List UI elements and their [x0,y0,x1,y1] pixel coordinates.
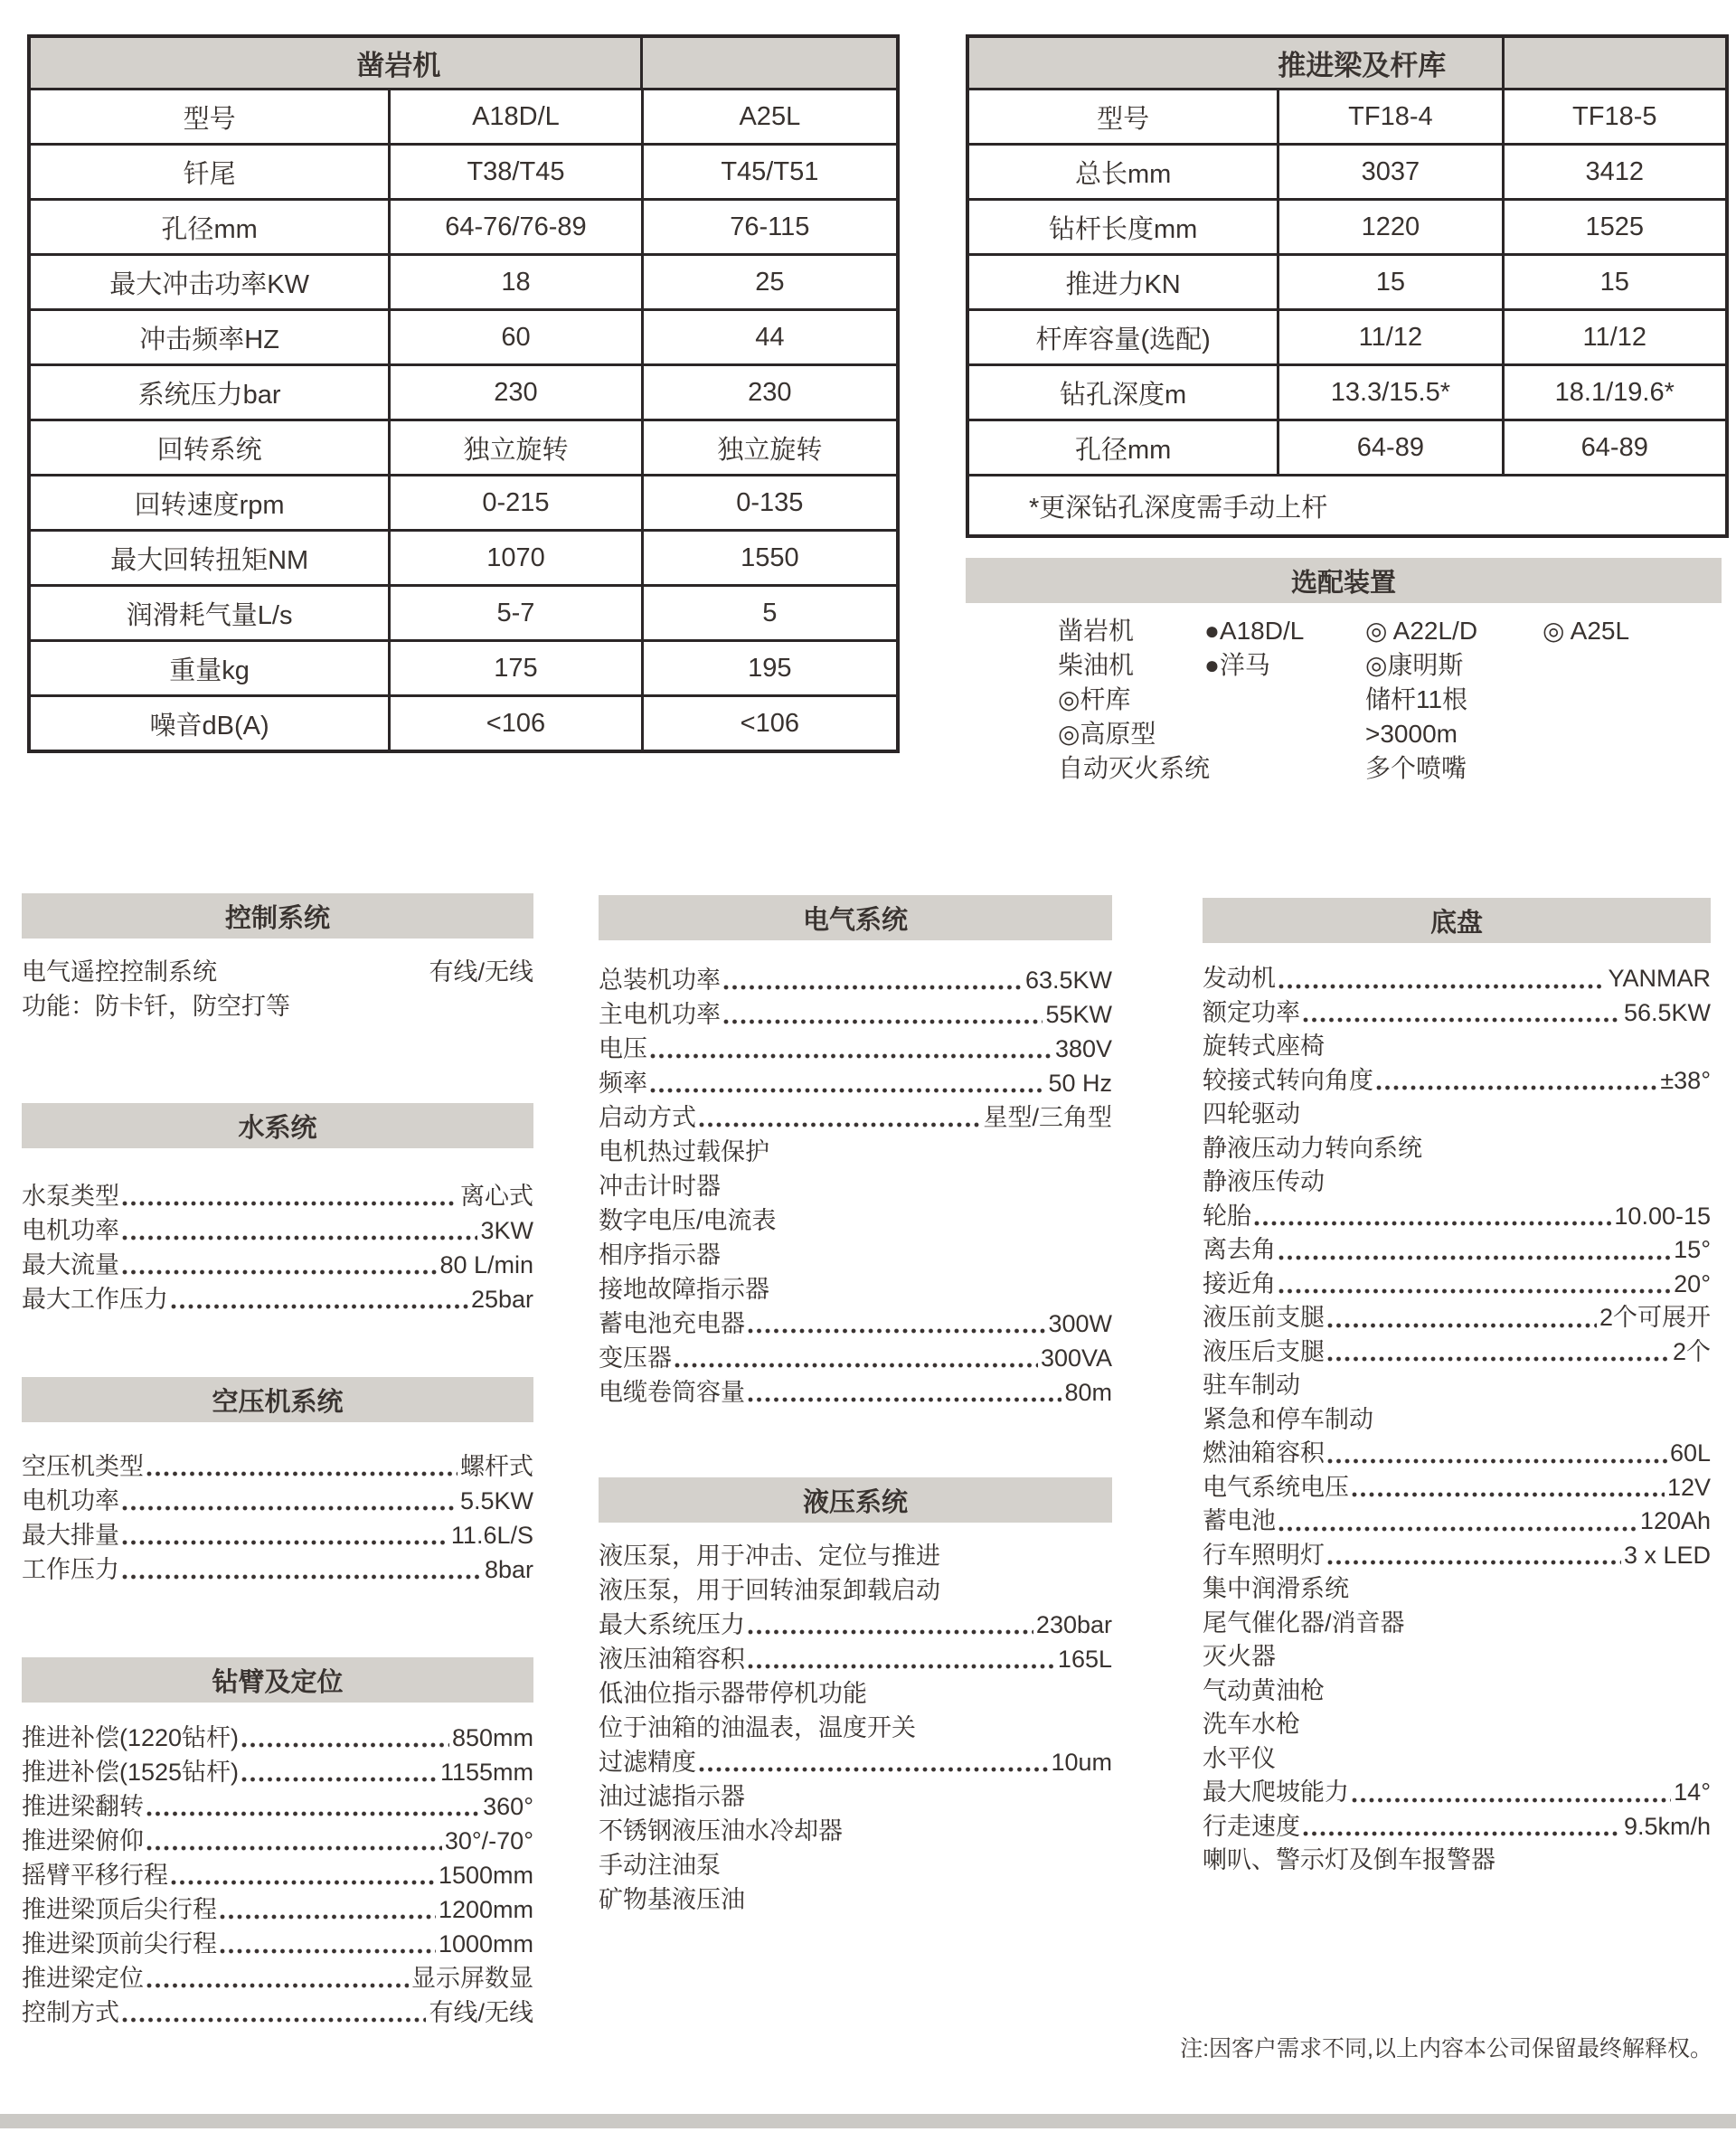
spec-item: 不锈钢液压油水冷却器 [599,1814,1112,1848]
spec-value-cell-a25l: 44 [641,311,896,363]
spec-value-cell-tf18-5: TF18-5 [1502,90,1725,143]
spec-item: 油过滤指示器 [599,1779,1112,1814]
spec-item: 轮胎 10.00-15 [1203,1202,1711,1230]
section-header-boom [22,1657,533,1703]
spec-item: 最大工作压力 25bar [22,1286,533,1313]
compressor-items [22,1422,533,1587]
compressor-system-section [22,1377,533,1587]
spec-value-cell-a18dl: 5-7 [388,587,640,639]
dotted-leader [293,1011,531,1016]
spec-value-cell-tf18-5: 64-89 [1502,421,1725,474]
boom-items [22,1703,533,2030]
dotted-leader [1303,1017,1621,1023]
spec-item: 最大排量 11.6L/S [22,1522,533,1549]
spec-item: 推进梁顶前尖行程 1000mm [22,1930,533,1957]
option-cell: ●A18D/L [1204,617,1305,645]
option-cell [1543,683,1722,717]
section-title: 钻臂及定位 [212,1667,344,1697]
water-items [22,1148,533,1316]
spec-item: 最大系统压力 230bar [599,1611,1112,1638]
dotted-leader [122,1235,477,1241]
section-title: 电气系统 [802,905,908,935]
dotted-leader [1278,1255,1671,1260]
dotted-leader [723,1191,1109,1196]
dotted-leader [1327,1323,1597,1328]
dotted-leader [122,1540,448,1545]
spec-value-cell-a18dl: A18D/L [388,90,640,143]
dotted-leader [1327,1052,1708,1057]
spec-item: 水平仪 [1203,1742,1711,1777]
spec-item: 总装机功率 63.5KW [599,967,1112,994]
disclaimer-note: 注:因客户需求不同,以上内容本公司保留最终解释权。 [1180,2036,1712,2061]
dotted-leader [1352,1492,1665,1497]
spec-item: 推进补偿(1525钻杆) 1155mm [22,1759,533,1786]
spec-value-cell-a18dl: 1070 [388,532,640,584]
section-header-hydraulic [599,1477,1112,1523]
dotted-leader [220,1948,436,1954]
spec-label-cell: 最大回转扭矩NM [110,545,309,575]
spec-item: 水泵类型 离心式 [22,1183,533,1210]
section-title: 底盘 [1429,908,1483,938]
dotted-leader [779,1225,1109,1231]
boom-positioning-section [22,1657,533,2030]
dotted-leader [1303,1831,1621,1836]
dotted-leader [1278,1526,1637,1532]
spec-label-cell: 最大冲击功率KW [109,269,309,299]
option-cell: ◎ A22L/D [1365,617,1478,645]
option-cell: ●洋马 [1204,651,1270,679]
dotted-leader [1278,1288,1671,1294]
spec-value-cell-a25l: 0-135 [641,476,896,529]
table-row [31,88,896,143]
dotted-leader [241,1742,449,1748]
optional-equipment-row [1058,717,1722,751]
spec-item: 灭火器 [1203,1640,1711,1674]
dotted-leader [1327,1560,1621,1565]
section-header-compressor [22,1377,533,1422]
table-footnote-row [969,474,1725,534]
spec-item: 矿物基液压油 [599,1882,1112,1917]
hydraulic-items [599,1523,1112,1917]
spec-value-cell-a25l: T45/T51 [641,146,896,198]
dotted-leader [1327,1356,1670,1362]
spec-value-cell-tf18-5: 15 [1502,256,1725,308]
spec-value-cell-a18dl: <106 [388,697,640,750]
dotted-leader [748,1629,1033,1635]
spec-value-cell-a25l: 76-115 [641,201,896,253]
table-row [969,198,1725,253]
dotted-leader [943,1561,1109,1566]
spec-item: 液压泵，用于冲击、定位与推进 [599,1539,1112,1573]
spec-item: 洗车水枪 [1203,1708,1711,1742]
spec-value-cell-a18dl: 230 [388,366,640,419]
spec-item: 发动机 YANMAR [1203,965,1711,992]
section-title: 水系统 [238,1113,317,1143]
spec-item: 低油位指示器带停机功能 [599,1676,1112,1711]
table-row [969,363,1725,419]
table-row [31,584,896,639]
spec-value-cell-tf18-4: 3037 [1277,146,1501,198]
dotted-leader [1278,984,1605,989]
spec-value-cell-tf18-5: 11/12 [1502,311,1725,363]
optional-equipment-row [1058,614,1722,648]
spec-item: 功能：防卡钎，防空打等 [22,989,533,1024]
spec-value-cell-a18dl: 60 [388,311,640,363]
spec-item: 集中润滑系统 [1203,1572,1711,1607]
spec-item: 数字电压/电流表 [599,1203,1112,1238]
table-title: 推进梁及杆库 [1278,50,1447,81]
spec-item: 冲击计时器 [599,1169,1112,1203]
section-header-chassis [1203,898,1711,943]
spec-item: 喇叭、警示灯及倒车报警器 [1203,1844,1711,1878]
option-cell [1543,751,1722,786]
dotted-leader [122,1269,437,1275]
dotted-leader [699,1767,1048,1772]
spec-value-cell-a25l: 195 [641,642,896,694]
dotted-leader [748,1801,1109,1807]
dotted-leader [1327,1458,1667,1464]
spec-label-cell: 回转速度rpm [134,490,285,520]
dotted-leader [1327,1695,1708,1701]
spec-label-cell: 回转系统 [156,435,262,465]
spec-item: 行车照明灯 3 x LED [1203,1541,1711,1569]
table-title: 凿岩机 [356,50,441,81]
option-label: 自动灭火系统 [1058,754,1211,782]
table-row [31,143,896,198]
dotted-leader [1352,1797,1671,1803]
spec-item: 燃油箱容积 60L [1203,1439,1711,1467]
option-cell [1204,683,1365,717]
spec-item: 推进梁俯仰 30°/-70° [22,1827,533,1854]
dotted-leader [220,1914,436,1920]
spec-label-cell: 推进力KN [1065,269,1181,299]
spec-item: 接近角 20° [1203,1269,1711,1297]
spec-item: 电机功率 3KW [22,1217,533,1244]
spec-item: 电压 380V [599,1035,1112,1062]
dotted-leader [1376,1085,1657,1090]
dotted-leader [1303,1730,1708,1735]
spec-item: 变压器 300VA [599,1344,1112,1372]
spec-label-cell: 钻杆长度mm [1048,214,1198,244]
chassis-items [1203,943,1711,1878]
spec-value-cell-a25l: 5 [641,587,896,639]
spec-item: 主电机功率 55KW [599,1001,1112,1028]
table-row [969,419,1725,474]
empty-header-cell [1502,38,1725,88]
spec-item: 频率 50 Hz [599,1070,1112,1097]
dotted-leader [870,1698,1109,1703]
option-cell [1204,717,1365,751]
table-row [31,308,896,363]
optional-equipment-section [966,558,1722,786]
spec-value-cell-a25l: 230 [641,366,896,419]
section-title: 空压机系统 [212,1387,344,1417]
dotted-leader [1303,1391,1708,1396]
table-row [31,419,896,474]
section-header-control [22,893,533,939]
spec-item: 行走速度 9.5km/h [1203,1812,1711,1840]
spec-value-cell-tf18-4: 1220 [1277,201,1501,253]
spec-item: 控制方式 有线/无线 [22,1999,533,2026]
dotted-leader [748,1664,1055,1669]
dotted-leader [772,1294,1109,1299]
dotted-leader [220,976,426,982]
dotted-leader [723,1019,1043,1024]
spec-item: 气动黄油枪 [1203,1674,1711,1709]
spec-label-cell: 钻孔深度m [1060,380,1187,410]
dotted-leader [1278,1763,1708,1769]
spec-item: 尾气催化器/消音器 [1203,1607,1711,1641]
section-header-optional [966,558,1722,603]
dotted-leader [650,1088,1045,1093]
spec-value-cell-a18dl: T38/T45 [388,146,640,198]
spec-value-cell-tf18-4: TF18-4 [1277,90,1501,143]
spec-item: 最大流量 80 L/min [22,1251,533,1278]
dotted-leader [122,1201,458,1206]
option-cell [1543,648,1722,683]
spec-label-cell: 噪音dB(A) [149,711,269,741]
dotted-leader [650,1053,1052,1059]
option-cell: 多个喷嘴 [1365,754,1467,782]
dotted-leader [748,1397,1061,1402]
dotted-leader [146,1845,442,1851]
optional-equipment-row [1058,683,1722,717]
dotted-leader [122,1505,458,1511]
dotted-leader [1327,1187,1708,1193]
spec-value-cell-tf18-4: 15 [1277,256,1501,308]
spec-item: 位于油箱的油温表，温度开关 [599,1711,1112,1745]
spec-label-cell: 孔径mm [161,214,258,244]
spec-item: 蓄电池充电器 300W [599,1310,1112,1337]
table-row [969,143,1725,198]
empty-header-cell [640,38,896,88]
section-title: 液压系统 [802,1487,908,1517]
spec-item: 推进梁顶后尖行程 1200mm [22,1896,533,1923]
table-footnote: *更深钻孔深度需手动上杆 [1029,493,1328,523]
optional-equipment-row [1058,751,1722,786]
optional-equipment-rows [966,603,1722,786]
spec-value-cell-a18dl: 175 [388,642,640,694]
dotted-leader [171,1304,468,1309]
spec-item: 摇臂平移行程 1500mm [22,1862,533,1889]
spec-item: 紧急和停车制动 [1203,1403,1711,1438]
spec-value-cell-tf18-5: 18.1/19.6* [1502,366,1725,419]
spec-value-cell-a18dl: 64-76/76-89 [388,201,640,253]
spec-value-cell-tf18-4: 64-89 [1277,421,1501,474]
option-cell [1204,751,1365,786]
spec-item: 推进梁定位 显示屏数显 [22,1965,533,1992]
spec-value-cell-a25l: <106 [641,697,896,750]
spec-item: 电气系统电压 12V [1203,1473,1711,1501]
feed-beam-table [966,34,1729,538]
dotted-leader [723,1870,1109,1875]
spec-value-cell-a18dl: 18 [388,256,640,308]
dotted-leader [748,1328,1045,1334]
spec-label-cell: 杆库容量(选配) [1035,325,1211,354]
dotted-leader [122,2017,426,2023]
spec-item: 静液压动力转向系统 [1203,1132,1711,1166]
spec-value-cell-tf18-5: 3412 [1502,146,1725,198]
dotted-leader [1498,1865,1708,1871]
spec-label-cell: 钎尾 [183,159,236,189]
dotted-leader [171,1880,436,1885]
spec-item: 过滤精度 10um [599,1749,1112,1776]
option-label: ◎高原型 [1058,720,1156,748]
option-label: ◎杆库 [1058,685,1131,713]
spec-item: 旋转式座椅 [1203,1030,1711,1064]
spec-item: 较接式转向角度 ±38° [1203,1066,1711,1094]
spec-label-cell: 孔径mm [1074,435,1172,465]
spec-item: 额定功率 56.5KW [1203,998,1711,1026]
spec-item: 液压后支腿 2个 [1203,1337,1711,1365]
spec-item: 推进补偿(1220钻杆) 850mm [22,1724,533,1751]
spec-label-cell: 系统压力bar [137,380,281,410]
spec-value-cell-a25l: A25L [641,90,896,143]
spec-value-cell-tf18-5: 1525 [1502,201,1725,253]
spec-item: 离去角 15° [1203,1236,1711,1263]
table-row [969,88,1725,143]
section-header-electrical [599,895,1112,940]
table-title-cell [31,38,640,88]
dotted-leader [943,1595,1109,1600]
option-cell: 储杆11根 [1365,685,1468,713]
spec-item: 推进梁翻转 360° [22,1793,533,1820]
option-label: 凿岩机 [1058,617,1135,645]
dotted-leader [241,1777,438,1782]
table-title-cell [969,38,1502,88]
dotted-leader [1278,1662,1708,1667]
spec-label-cell: 冲击频率HZ [139,325,279,354]
dotted-leader [1254,1221,1611,1226]
spec-item: 接地故障指示器 [599,1272,1112,1307]
control-items [22,939,533,1024]
dotted-leader [146,1811,480,1816]
spec-item: 液压油箱容积 165L [599,1646,1112,1673]
table-row [31,363,896,419]
spec-item: 工作压力 8bar [22,1556,533,1583]
spec-label-cell: 润滑耗气量L/s [126,600,293,630]
spec-value-cell-tf18-4: 13.3/15.5* [1277,366,1501,419]
spec-item: 液压前支腿 2个可展开 [1203,1304,1711,1331]
spec-item: 最大爬坡能力 14° [1203,1778,1711,1806]
optional-equipment-row [1058,648,1722,683]
spec-value-cell-a25l: 25 [641,256,896,308]
feed-beam-rows [969,88,1725,474]
hydraulic-system-section [599,1477,1112,1917]
spec-item: 手动注油泵 [599,1848,1112,1882]
table-row [969,253,1725,308]
spec-item: 液压泵，用于回转油泵卸载启动 [599,1573,1112,1608]
dotted-leader [1352,1594,1708,1599]
dotted-leader [723,985,1023,990]
spec-item: 电气遥控控制系统 有线/无线 [22,958,533,986]
dotted-leader [146,1983,409,1988]
spec-label-cell: 总长mm [1074,159,1172,189]
spec-item: 蓄电池 120Ah [1203,1507,1711,1534]
option-cell: ◎ A25L [1543,617,1630,645]
spec-value-cell-a18dl: 0-215 [388,476,640,529]
spec-item: 四轮驱动 [1203,1098,1711,1132]
option-cell [1543,717,1722,751]
dotted-leader [1376,1424,1708,1429]
dotted-leader [699,1122,980,1127]
feed-beam-table-header [969,38,1725,88]
table-row [31,529,896,584]
section-header-water [22,1103,533,1148]
dotted-leader [1408,1627,1708,1633]
dotted-leader [845,1835,1109,1841]
dotted-leader [748,1904,1109,1910]
footer-bar [0,2114,1736,2128]
table-row [31,198,896,253]
section-title: 控制系统 [224,903,330,933]
electrical-items [599,940,1112,1410]
control-system-section [22,893,533,1024]
spec-item: 电机功率 5.5KW [22,1487,533,1514]
spec-value-cell-a18dl: 独立旋转 [388,421,640,474]
electrical-system-section [599,895,1112,1410]
dotted-leader [772,1156,1109,1162]
table-row [31,253,896,308]
spec-value-cell-a25l: 1550 [641,532,896,584]
option-label: 柴油机 [1058,651,1135,679]
chassis-section [1203,898,1711,1878]
table-row [969,308,1725,363]
spec-value-cell-tf18-4: 11/12 [1277,311,1501,363]
rock-drill-rows [31,88,896,750]
dotted-leader [1425,1153,1708,1158]
dotted-leader [675,1363,1038,1368]
spec-item: 电机热过载保护 [599,1135,1112,1169]
rock-drill-table-header [31,38,896,88]
spec-item: 启动方式 星型/三角型 [599,1104,1112,1131]
rock-drill-table [27,34,900,753]
water-system-section [22,1103,533,1316]
table-row [31,639,896,694]
spec-label-cell: 型号 [183,104,236,134]
dotted-leader [146,1471,458,1476]
spec-value-cell-a25l: 独立旋转 [641,421,896,474]
dotted-leader [919,1732,1109,1738]
spec-item: 相序指示器 [599,1238,1112,1272]
spec-label-cell: 重量kg [169,656,250,685]
option-cell: ◎康明斯 [1365,651,1464,679]
dotted-leader [1303,1119,1708,1125]
spec-item: 空压机类型 螺杆式 [22,1453,533,1480]
spec-item: 驻车制动 [1203,1369,1711,1403]
spec-item: 电缆卷筒容量 80m [599,1379,1112,1406]
section-title: 选配装置 [1290,568,1396,598]
table-row [31,694,896,750]
spec-item: 静液压传动 [1203,1165,1711,1200]
dotted-leader [723,1259,1109,1265]
spec-label-cell: 型号 [1097,104,1150,134]
dotted-leader [122,1574,482,1580]
option-cell: >3000m [1365,720,1458,748]
table-row [31,474,896,529]
